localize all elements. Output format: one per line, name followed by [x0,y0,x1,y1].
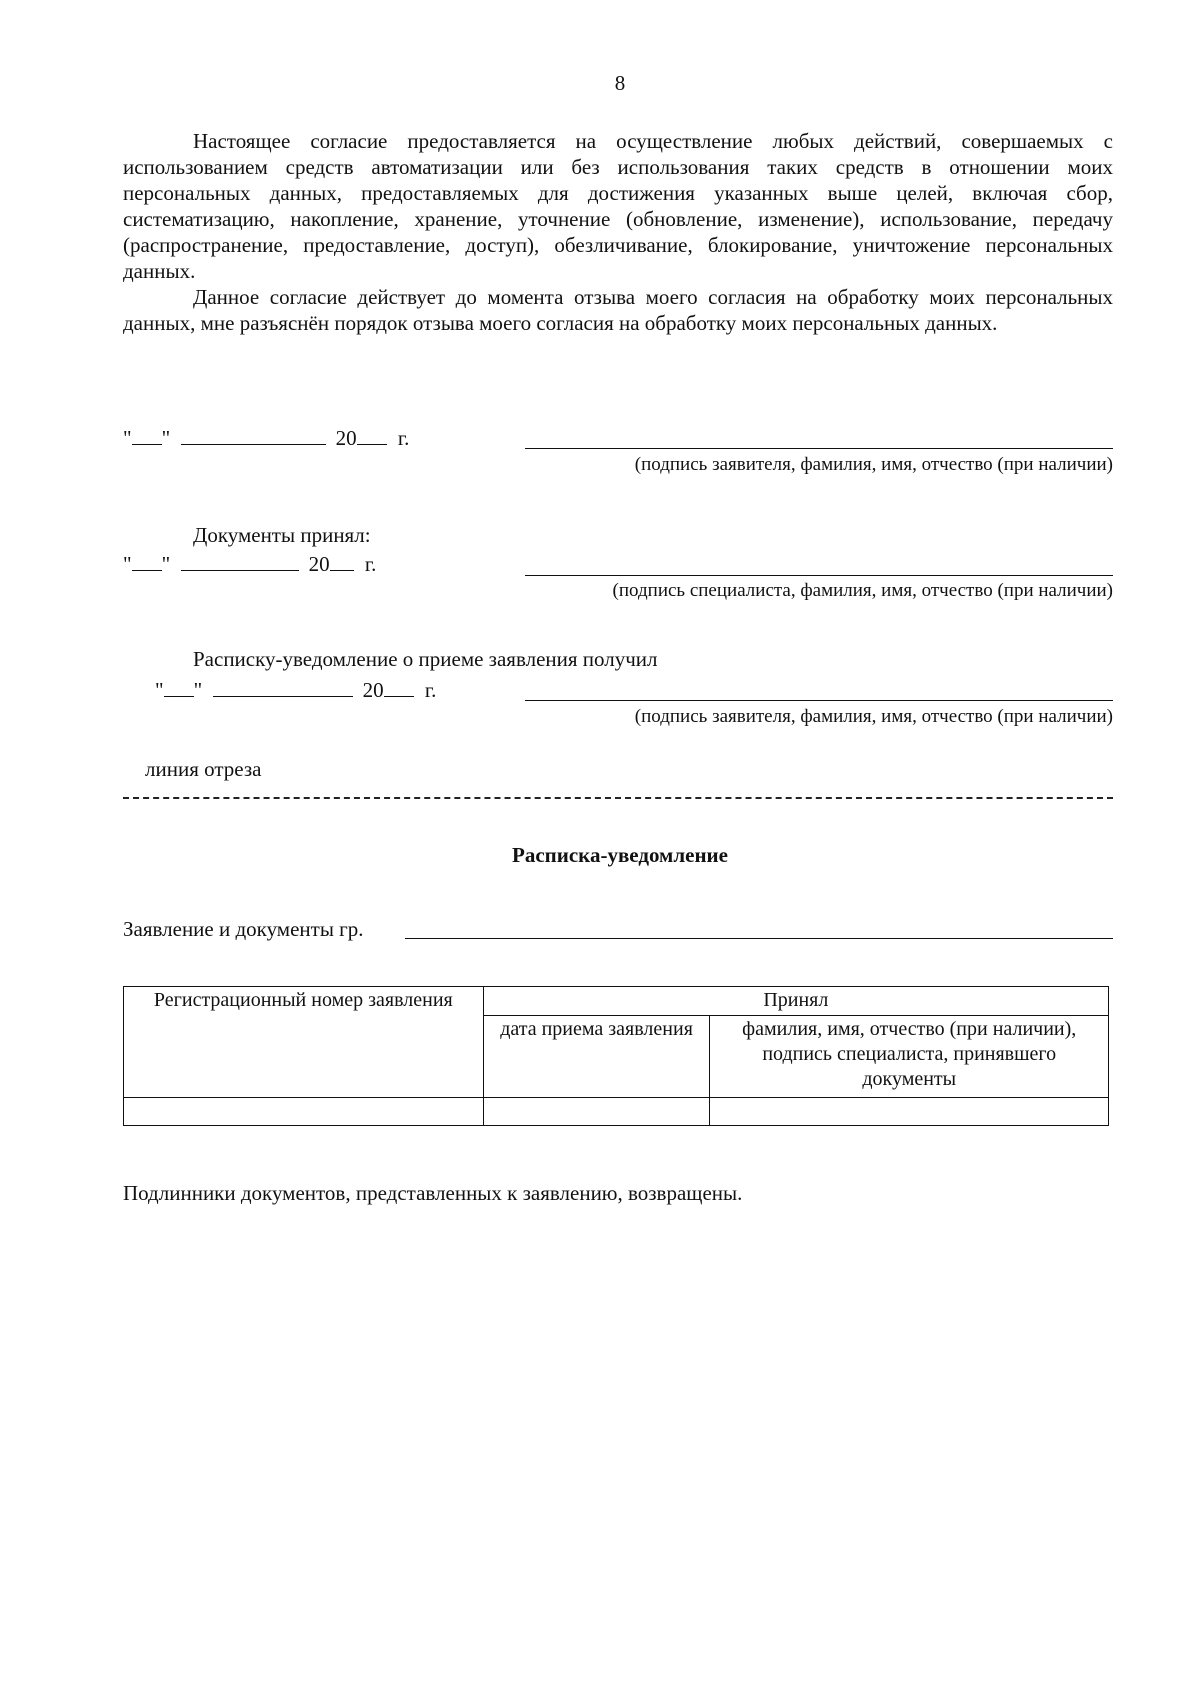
day-blank [132,424,162,445]
cut-line [123,797,1113,799]
month-blank [181,424,326,445]
date-quote-close: " [161,552,171,576]
date-quote-open: " [123,426,132,450]
day-blank [164,676,194,697]
year-suffix: г. [364,552,377,576]
table-row [124,1098,1109,1126]
specialist-header: фамилия, имя, отчество (при наличии), подпись специалиста, принявшего документы [710,1016,1109,1098]
date-cell[interactable] [483,1098,710,1126]
accepted-date-field[interactable] [123,550,376,577]
consent-text [123,128,1113,336]
applicant-date-field[interactable] [123,424,409,451]
receipt-date-field[interactable] [155,676,436,703]
reg-number-cell[interactable] [124,1098,484,1126]
specialist-signature-hint: (подпись специалиста, фамилия, имя, отчество (при наличии) [612,580,1113,601]
consent-paragraph-1: Настоящее согласие предоставляется на осуществление любых действий, совершаемых с использованием средств автоматизации или без использования таких средств в отношении моих персональных данных, предоставляемых для достижения указанных выше целей, включая сбор, систематизацию, накопление, хранение, уточнение (обновление, изменение), использование, передачу (распространение, предоставление, доступ), обезличивание, блокирование, уничтожение персональных данных. [123,129,1113,283]
cut-line-label: линия отреза [145,757,262,781]
year-prefix: 20 [308,552,330,576]
date-quote-open: " [123,552,132,576]
year-blank [357,424,387,445]
year-prefix: 20 [362,678,384,702]
table-header-row [124,987,1109,1016]
date-quote-close: " [161,426,171,450]
receipt-title: Расписка-уведомление [512,843,728,867]
receipt-signature-hint: (подпись заявителя, фамилия, имя, отчество (при наличии) [634,706,1113,727]
receipt-signature-line[interactable] [525,680,1113,701]
year-prefix: 20 [335,426,357,450]
year-blank [384,676,414,697]
date-header: дата приема заявления [483,1016,710,1098]
page-number: 8 [614,71,626,95]
applicant-signature-line[interactable] [525,428,1113,449]
documents-accepted-label: Документы принял: [193,523,371,547]
day-blank [132,550,162,571]
accepted-header: Принял [483,987,1108,1016]
citizen-name-line[interactable] [405,918,1113,939]
month-blank [181,550,299,571]
consent-paragraph-2: Данное согласие действует до момента отзыва моего согласия на обработку моих персональных данных, мне разъяснён порядок отзыва моего согласия на обработку моих персональных данных. [123,285,1113,335]
date-quote-close: " [193,678,203,702]
specialist-cell[interactable] [710,1098,1109,1126]
month-blank [213,676,353,697]
reg-number-header: Регистрационный номер заявления [124,987,484,1098]
originals-returned-text: Подлинники документов, представленных к заявлению, возвращены. [123,1181,743,1205]
year-suffix: г. [397,426,410,450]
applicant-signature-hint: (подпись заявителя, фамилия, имя, отчество (при наличии) [634,454,1113,475]
date-quote-open: " [155,678,164,702]
registration-table [123,986,1109,1126]
specialist-signature-line[interactable] [525,555,1113,576]
receipt-received-label: Расписку-уведомление о приеме заявления получил [193,647,658,671]
statement-label: Заявление и документы гр. [123,917,364,941]
year-blank [330,550,354,571]
year-suffix: г. [424,678,437,702]
